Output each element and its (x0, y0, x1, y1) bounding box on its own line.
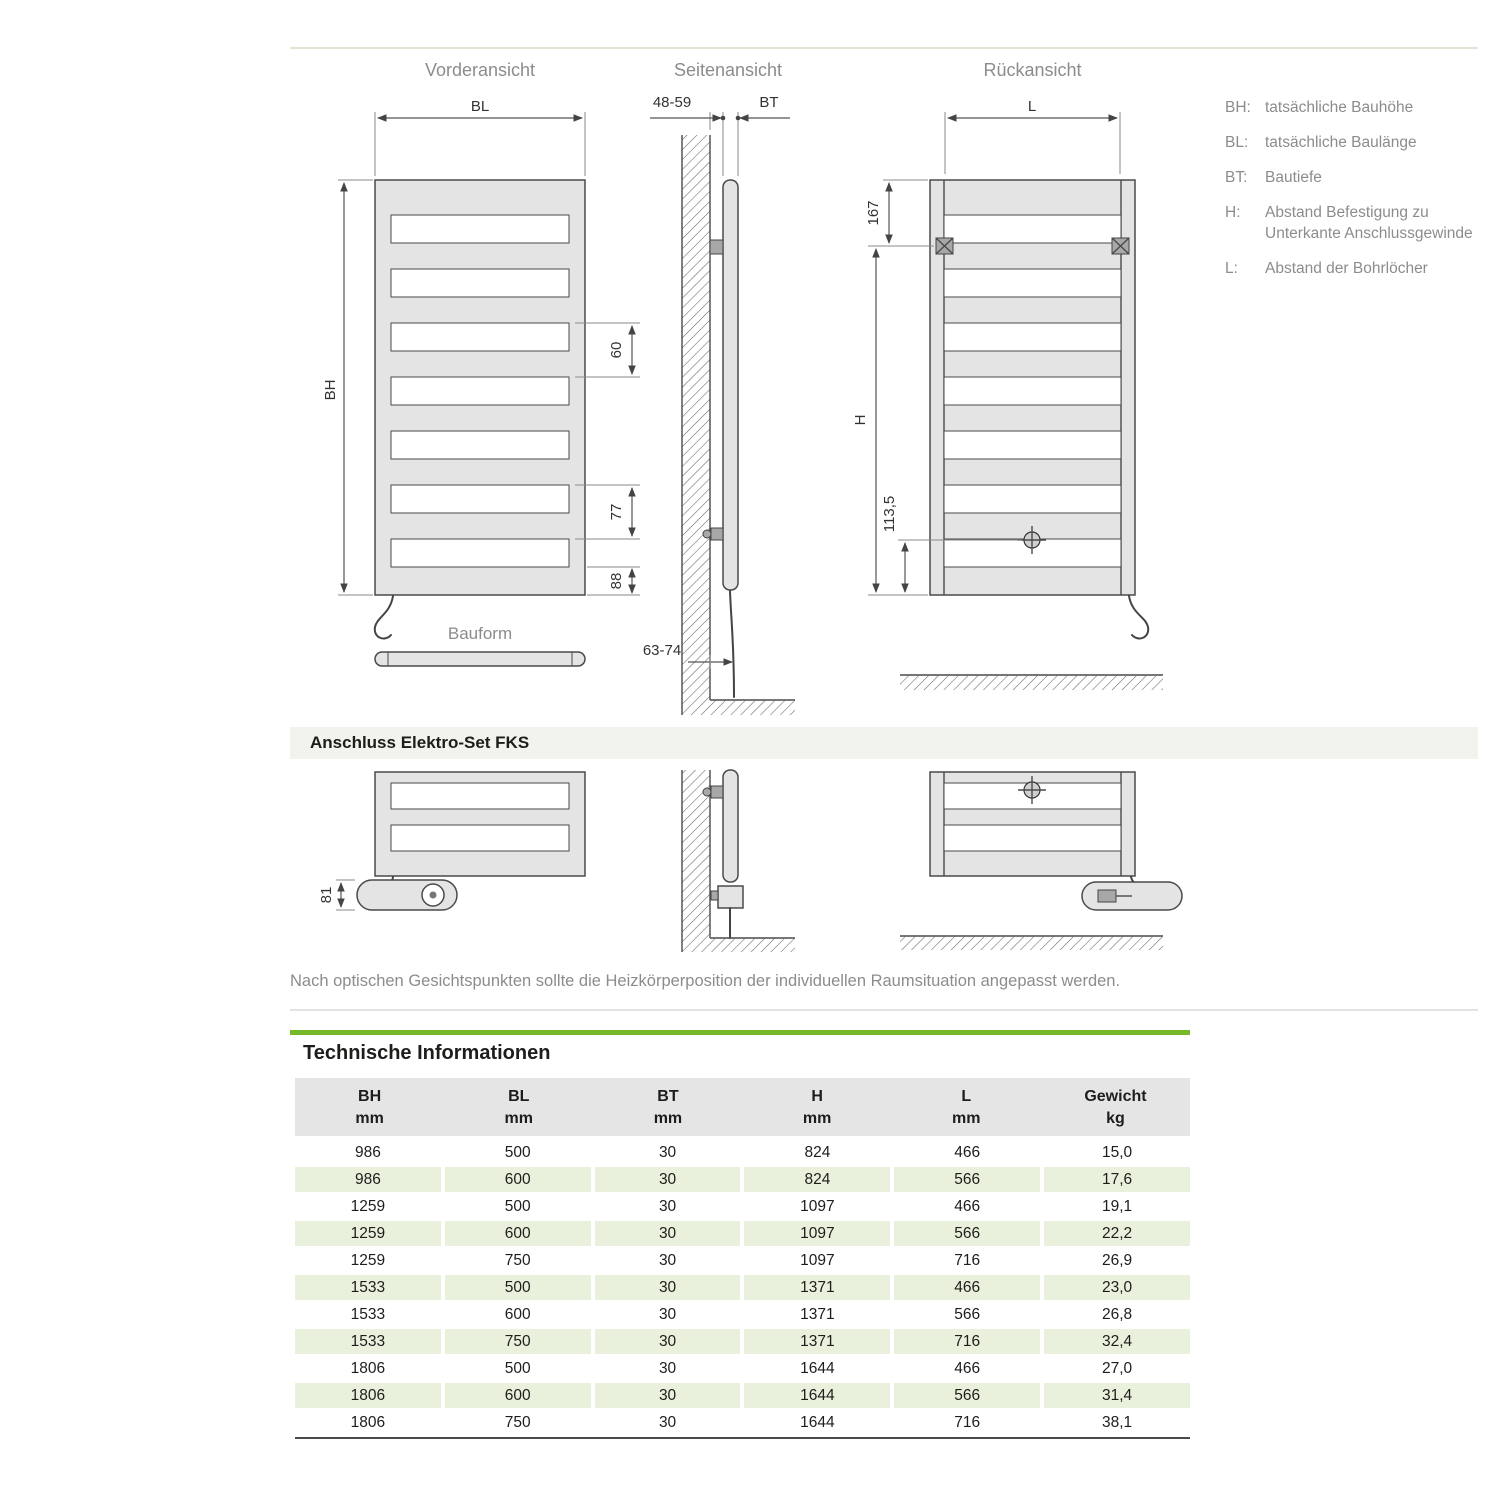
table-cell: 986 (354, 1144, 381, 1162)
table-cell: 1097 (744, 1221, 890, 1246)
table-cell: 17,6 (1044, 1167, 1190, 1192)
fks-side-drawing (682, 770, 795, 952)
column-unit: mm (802, 1109, 832, 1127)
bauform-label: Bauform (447, 624, 513, 643)
legend-item-l (1225, 259, 1477, 280)
column-header-bt (593, 1086, 742, 1129)
legend-text: Bautiefe (1265, 168, 1322, 186)
legend-item-bl (1225, 133, 1477, 154)
table-cell: 32,4 (1044, 1329, 1190, 1354)
table-cell: 15,0 (1101, 1144, 1133, 1162)
legend-text: Abstand der Bohrlöcher (1265, 259, 1428, 277)
floor-hatch-rear (900, 675, 1163, 690)
table-cell: 986 (295, 1167, 441, 1192)
table-cell: 716 (954, 1414, 981, 1432)
front-view-drawing (322, 98, 640, 666)
technical-information-table (295, 1078, 1190, 1439)
fks-front-drawing (318, 772, 585, 910)
table-cell: 1371 (744, 1275, 890, 1300)
table-cell: 566 (894, 1167, 1040, 1192)
wall-bracket-side (710, 240, 723, 254)
column-header-bh (295, 1086, 444, 1129)
table-cell: 26,9 (1101, 1252, 1133, 1270)
table-cell: 600 (445, 1383, 591, 1408)
table-cell: 31,4 (1044, 1383, 1190, 1408)
column-label: BL (508, 1088, 530, 1105)
table-cell: 566 (954, 1306, 981, 1324)
table-cell: 30 (595, 1275, 741, 1300)
table-cell: 566 (894, 1383, 1040, 1408)
column-label: Gewicht (1084, 1088, 1147, 1105)
table-cell: 600 (504, 1306, 531, 1324)
table-cell: 566 (894, 1221, 1040, 1246)
table-cell: 30 (658, 1306, 677, 1324)
table-cell: 19,1 (1101, 1198, 1133, 1216)
dim-h-label: H (852, 414, 869, 426)
table-row (295, 1221, 1190, 1246)
table-cell: 38,1 (1101, 1414, 1133, 1432)
table-cell: 30 (658, 1144, 677, 1162)
column-header-l (892, 1086, 1041, 1129)
legend-key: BT: (1225, 168, 1248, 186)
dim-l-label: L (1027, 98, 1037, 115)
positioning-note: Nach optischen Gesichtspunkten sollte die Heizkörperposition der individuellen Raumsituation angepasst werden. (290, 972, 1121, 990)
table-row (295, 1140, 1190, 1165)
dim-88-label: 88 (608, 572, 625, 590)
table-cell: 1533 (295, 1329, 441, 1354)
table-cell: 27,0 (1101, 1360, 1133, 1378)
fks-element-side (718, 886, 743, 908)
table-cell: 1806 (295, 1383, 441, 1408)
dim-113-label: 113,5 (881, 495, 898, 533)
table-cell: 30 (595, 1329, 741, 1354)
table-cell: 1644 (800, 1414, 835, 1432)
dim-77-label: 77 (608, 503, 625, 521)
table-cell: 750 (504, 1252, 531, 1270)
table-cell: 1097 (800, 1198, 835, 1216)
mounting-bracket-left (936, 238, 953, 254)
table-cell: 824 (804, 1144, 831, 1162)
table-header (295, 1078, 1190, 1136)
table-cell: 1371 (800, 1306, 835, 1324)
table-cell: 1806 (350, 1360, 386, 1378)
table-row (295, 1356, 1190, 1381)
technical-drawing-fks (280, 765, 1200, 965)
table-cell: 1371 (744, 1329, 890, 1354)
table-cell: 30 (595, 1221, 741, 1246)
table-cell: 716 (894, 1329, 1040, 1354)
column-label: BH (358, 1088, 382, 1105)
fks-section-title: Anschluss Elektro-Set FKS (310, 733, 530, 752)
dim-bl-label: BL (470, 98, 490, 115)
legend-key: BH: (1225, 99, 1251, 116)
power-cable-rear (1129, 596, 1148, 638)
table-cell: 500 (445, 1275, 591, 1300)
table-cell: 30 (658, 1252, 677, 1270)
column-label: BT (657, 1088, 679, 1105)
table-cell: 30 (658, 1414, 677, 1432)
accent-green-bar (290, 1030, 1190, 1035)
floor-hatch-fks-rear (900, 936, 1163, 950)
dim-167-label: 167 (865, 200, 882, 226)
table-cell: 750 (445, 1329, 591, 1354)
table-cell: 1259 (350, 1198, 386, 1216)
dim-60-label: 60 (608, 341, 625, 359)
mounting-bracket-right (1112, 238, 1129, 254)
column-unit: mm (653, 1109, 683, 1127)
legend-text: tatsächliche Baulänge (1265, 133, 1417, 151)
table-cell: 1097 (800, 1252, 835, 1270)
table-cell: 23,0 (1044, 1275, 1190, 1300)
table-cell: 500 (504, 1360, 531, 1378)
legend-text: tatsächliche Bauhöhe (1265, 99, 1414, 116)
top-divider (290, 47, 1478, 49)
table-row (295, 1410, 1190, 1435)
column-header-bl (444, 1086, 593, 1129)
table-cell: 30 (658, 1360, 677, 1378)
valve-side (711, 528, 723, 540)
dim-81-label: 81 (318, 886, 335, 904)
legend-item-h (1225, 203, 1477, 245)
bauform-top-view (375, 652, 585, 666)
legend-key: BL: (1225, 133, 1249, 151)
column-label: L (961, 1088, 972, 1105)
table-cell: 1259 (350, 1252, 386, 1270)
column-unit: mm (504, 1109, 533, 1127)
power-cable-side (730, 591, 734, 697)
fks-rear-drawing (900, 772, 1182, 950)
legend-item-bh (1225, 98, 1477, 119)
front-view-title: Vorderansicht (424, 60, 536, 80)
table-row (295, 1275, 1190, 1300)
technical-drawing-main (280, 85, 1200, 735)
legend-item-bt (1225, 168, 1477, 189)
legend (1225, 98, 1477, 294)
table-body (295, 1140, 1190, 1439)
column-header-h (743, 1086, 892, 1129)
table-cell: 600 (445, 1167, 591, 1192)
section-divider (290, 1009, 1478, 1011)
rear-view-drawing (852, 98, 1163, 690)
table-cell: 600 (445, 1221, 591, 1246)
table-cell: 466 (954, 1360, 981, 1378)
radiator-side-profile (723, 180, 738, 590)
table-cell: 500 (504, 1198, 531, 1216)
table-cell: 824 (744, 1167, 890, 1192)
fks-section-header (290, 727, 1478, 759)
table-cell: 1259 (295, 1221, 441, 1246)
table-cell: 466 (894, 1275, 1040, 1300)
table-row (295, 1302, 1190, 1327)
table-cell: 500 (504, 1144, 531, 1162)
table-cell: 1533 (350, 1306, 386, 1324)
table-cell: 30 (595, 1167, 741, 1192)
rear-view-title: Rückansicht (983, 60, 1082, 80)
table-cell: 30 (595, 1383, 741, 1408)
column-header-gewicht (1041, 1086, 1190, 1129)
table-row (295, 1167, 1190, 1192)
table-row (295, 1194, 1190, 1219)
legend-key: L: (1225, 259, 1238, 277)
table-cell: 1806 (350, 1414, 386, 1432)
table-row (295, 1383, 1190, 1408)
dim-bt-label: BT (759, 94, 779, 111)
table-row (295, 1329, 1190, 1354)
table-cell: 750 (504, 1414, 531, 1432)
column-unit: mm (952, 1109, 981, 1127)
table-cell: 22,2 (1044, 1221, 1190, 1246)
wall-hatch (682, 135, 710, 715)
table-cell: 466 (954, 1144, 981, 1162)
legend-key: H: (1225, 203, 1241, 221)
side-view-drawing (643, 94, 795, 715)
table-cell: 26,8 (1101, 1306, 1133, 1324)
table-cell: 1644 (744, 1383, 890, 1408)
table-cell: 1644 (800, 1360, 835, 1378)
column-unit: kg (1106, 1109, 1125, 1127)
power-cable-front (375, 596, 393, 638)
column-unit: mm (355, 1109, 384, 1127)
table-row (295, 1248, 1190, 1273)
dim-floor-distance-label: 63-74 (642, 642, 682, 659)
table-cell: 1533 (295, 1275, 441, 1300)
table-cell: 466 (954, 1198, 981, 1216)
dim-wall-distance-label: 48-59 (652, 94, 692, 111)
legend-text: Abstand Befestigung zu Unterkante Anschlussgewinde (1265, 203, 1473, 242)
floor-hatch-side (710, 700, 795, 715)
table-cell: 30 (658, 1198, 677, 1216)
side-view-title: Seitenansicht (673, 60, 783, 80)
table-cell: 716 (954, 1252, 981, 1270)
column-label: H (811, 1088, 823, 1105)
dim-bh-label: BH (322, 379, 339, 401)
table-title: Technische Informationen (303, 1042, 551, 1064)
